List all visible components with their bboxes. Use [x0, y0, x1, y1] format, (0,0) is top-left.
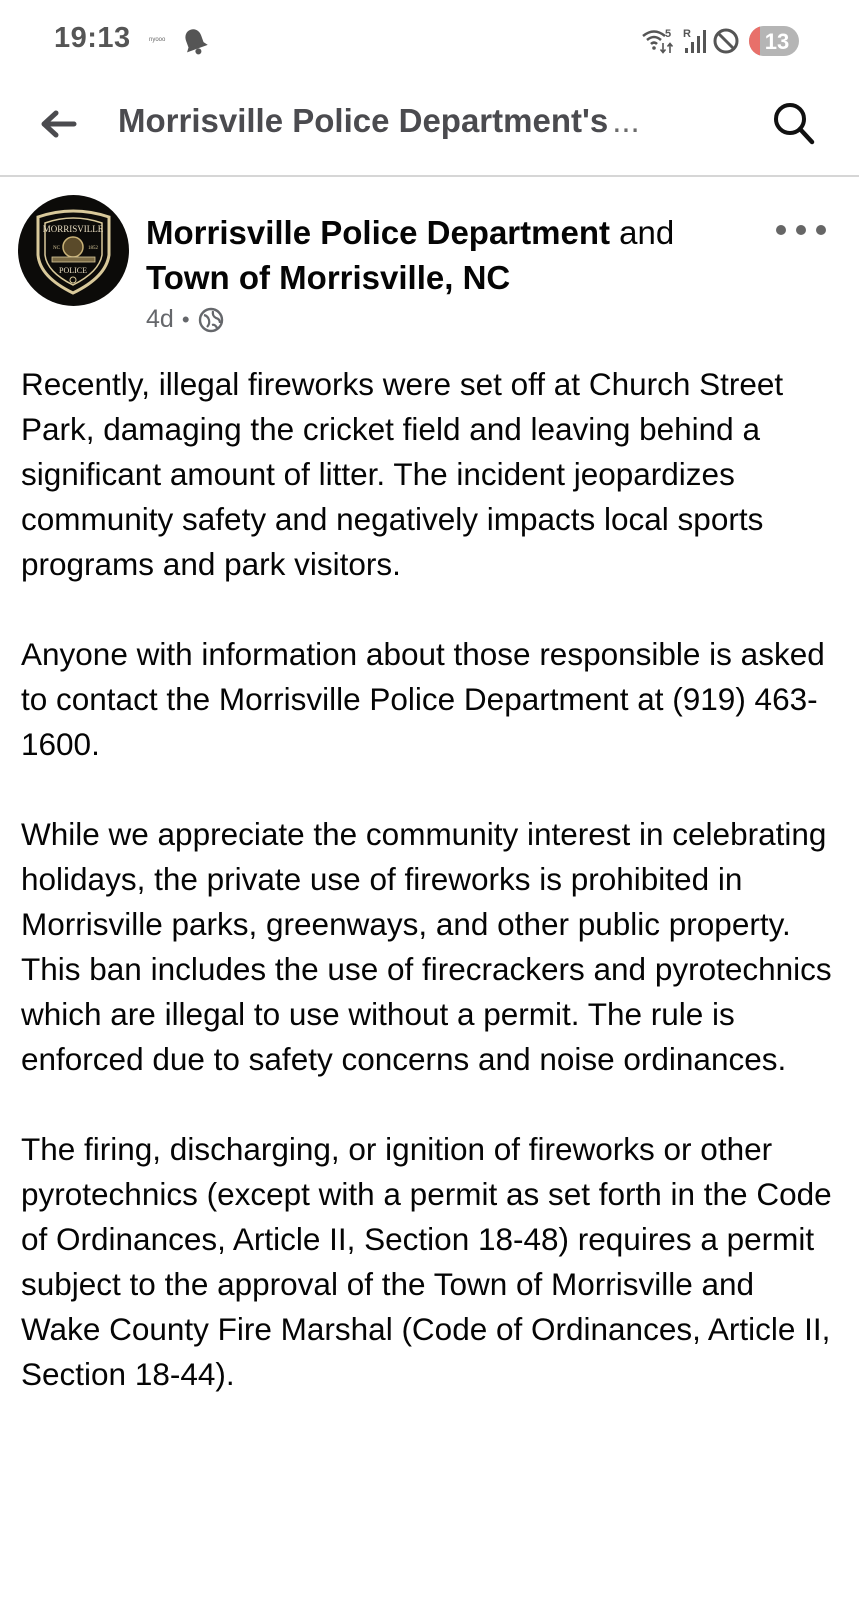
back-button[interactable]	[36, 102, 80, 146]
svg-text:NC: NC	[53, 246, 60, 251]
more-options-button[interactable]	[776, 215, 826, 245]
page-title-text: Morrisville Police Department's	[118, 102, 609, 139]
svg-text:R: R	[683, 28, 691, 40]
post-paragraph: The firing, discharging, or ignition of fireworks or other pyrotechnics (except with a permit as set forth in the Code of Ordinances, Article II, Section 18-48) requires a permit subject to the approval of the Town of Morrisville and Wake County Fire Marshal (Code of Ordinances, Article II, Section 18-44).	[21, 1131, 832, 1392]
svg-text:MORRISVILLE: MORRISVILLE	[42, 224, 104, 234]
more-options-icon	[776, 225, 786, 235]
search-icon	[768, 98, 820, 150]
app-header	[0, 80, 859, 177]
status-icons	[641, 24, 799, 58]
police-badge-logo	[18, 195, 129, 306]
svg-text:POLICE: POLICE	[59, 266, 87, 275]
search-button[interactable]	[768, 98, 820, 150]
post-header	[0, 190, 859, 340]
post-body	[21, 362, 841, 1442]
page-title	[118, 102, 640, 140]
globe-icon	[198, 307, 224, 333]
bell-icon	[180, 26, 210, 58]
arrow-left-icon	[38, 109, 78, 139]
cellular-signal-icon	[681, 26, 707, 56]
post-paragraph: Anyone with information about those responsible is asked to contact the Morrisville Police Department at (919) 463-1600.	[21, 636, 825, 762]
title-ellipsis: ...	[612, 102, 640, 139]
battery-level: 13	[764, 29, 790, 54]
status-time: 19:13	[54, 22, 131, 54]
post-author	[146, 210, 746, 300]
author-secondary-link[interactable]: Town of Morrisville, NC	[146, 259, 511, 296]
post-age[interactable]: 4d	[146, 305, 174, 333]
author-primary-link[interactable]: Morrisville Police Department	[146, 214, 610, 251]
more-options-icon-dot	[796, 225, 806, 235]
svg-text:5: 5	[665, 28, 672, 40]
more-options-icon-dot	[816, 225, 826, 235]
avatar[interactable]	[18, 195, 129, 306]
post-paragraph: Recently, illegal fireworks were set off at Church Street Park, damaging the cricket field and leaving behind a significant amount of litter. The incident jeopardizes community safety and negatively impacts local sports programs and park visitors.	[21, 366, 784, 582]
post-paragraph: While we appreciate the community interest in celebrating holidays, the private use of fireworks is prohibited in Morrisville parks, greenways, and other public property. This ban includes the use of firecrackers and pyrotechnics which are illegal to use without a permit. The rule is enforced due to safety concerns and noise ordinances.	[21, 816, 832, 1077]
status-bar	[0, 0, 859, 80]
author-joiner: and	[619, 214, 675, 251]
svg-text:1852: 1852	[88, 246, 98, 251]
status-tiny-label: nyooo	[149, 37, 166, 43]
meta-separator: •	[181, 306, 190, 332]
wifi-icon	[641, 26, 677, 56]
post-meta	[146, 305, 224, 334]
battery-indicator	[749, 26, 799, 56]
do-not-disturb-icon	[711, 26, 741, 56]
